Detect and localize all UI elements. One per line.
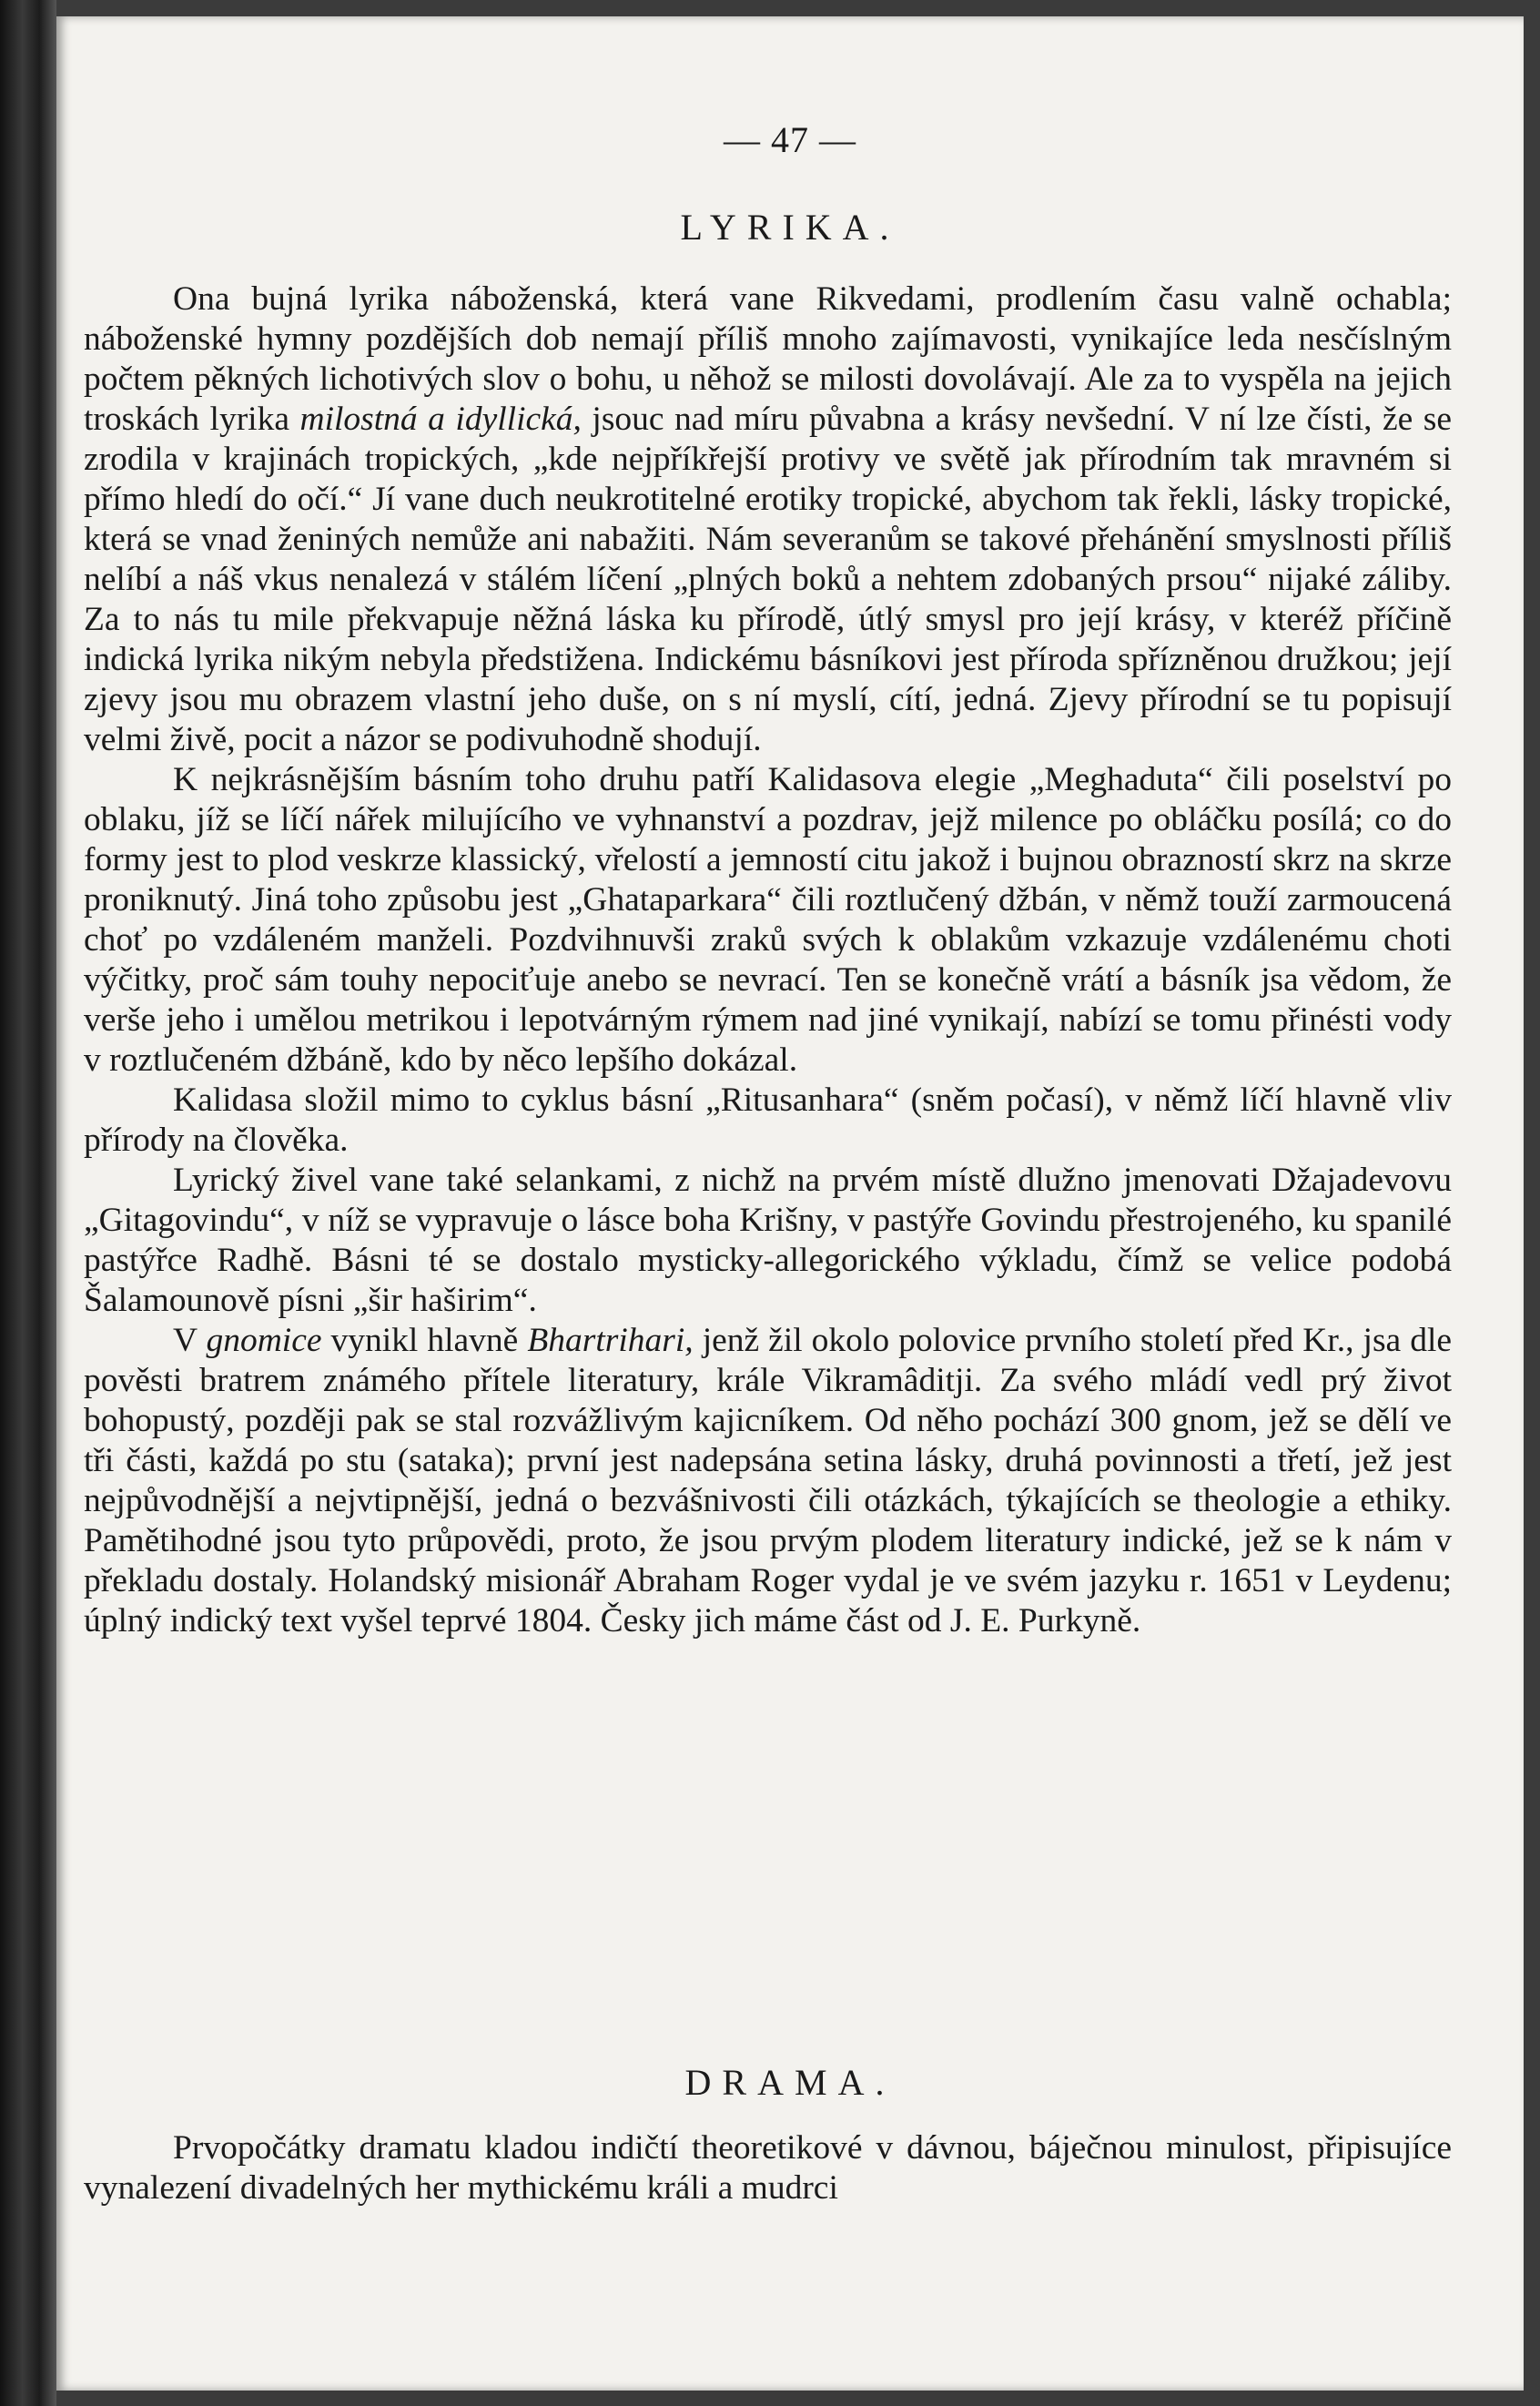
lyrika-paragraph <box>84 1081 1452 1161</box>
italic-text: gnomice <box>206 1322 322 1359</box>
lyrika-paragraph <box>84 1161 1452 1321</box>
drama-paragraph <box>84 2128 1452 2208</box>
lyrika-paragraph <box>84 760 1452 1081</box>
page-number: — 47 — <box>724 119 856 160</box>
lyrika-paragraph <box>84 1321 1452 1641</box>
text-run: jsouc nad míru půvabna a krásy nevšední. V ní lze čísti, že se zrodila v krajinách tropických, „kde nejpříkřejší protivy ve světě jak přírodním tak mravném si přímo hledí do očí.“ Jí vane duch neukrotitelné erotiky tropické, abychom tak řekli, lásky tropické, která se vnad ženiných nemůže ani nabažiti. Nám severanům se takové přehánění smyslnosti příliš nelíbí a náš vkus nenalezá v stálém líčení „plných boků a nehtem zdobaných prsou“ nijaké záliby. Za to nás tu mile překvapuje něžná láska ku přírodě, útlý smysl pro její krásy, v kteréž příčině indická lyrika nikým nebyla předstižena. Indickému básníkovi jest příroda spřízněnou družkou; její zjevy jsou mu obrazem vlastní jeho duše, on s ní myslí, cítí, jedná. Zjevy přírodní se tu popisují velmi živě, pocit a názor se podivuhodně shodují. <box>84 401 1452 758</box>
drama-body <box>84 2128 1452 2208</box>
text-run: K nejkrásnějším básním toho druhu patří Kalidasova elegie „Meghaduta“ čili poselství po oblaku, jíž se líčí nářek milujícího ve vyhnanství a pozdrav, jejž milence po obláčku posílá; co do formy jest to plod veskrze klassický, vřelostí a jemností citu jakož i bujnou obrazností skrz na skrze proniknutý. Jiná toho způsobu jest „Ghataparkara“ čili roztlučený džbán, v němž touží zarmoucená choť po vzdáleném manželi. Pozdvihnuvši zraků svých k oblakům vzkazuje vzdálenému choti výčitky, proč sám touhy nepociťuje anebo se nevrací. Ten se konečně vrátí a básník jsa vědom, že verše jeho i umělou metrikou i lepotvárným rýmem nad jiné vynikají, nabízí se tomu přinésti vody v roztlučeném džbáně, kdo by něco lepšího dokázal. <box>84 761 1452 1079</box>
text-run: Lyrický živel vane také selankami, z nichž na prvém místě dlužno jmenovati Džajadevovu „Gitagovindu“, v níž se vypravuje o lásce boha Krišny, v pastýře Govindu přestrojeného, ku spanilé pastýřce Radhě. Básni té se dostalo mysticky-allegorického výkladu, čímž se velice podobá Šalamounově písni „šir haširim“. <box>84 1162 1452 1319</box>
text-run: vynikl hlavně <box>321 1322 528 1359</box>
italic-text: milostná a idyllická, <box>299 401 582 438</box>
text-run: jenž žil okolo polovice prvního století před Kr., jsa dle pověsti bratrem známého přítele literatury, krále Vikramâditji. Za svého mládí vedl prý život bohopustý, později pak se stal rozvážlivým kajicníkem. Od něho pochází 300 gnom, jež se dělí ve tři části, každá po stu (sataka); první jest nadepsána setina lásky, druhá povinnosti a třetí, jež jest nejpůvodnější a nejvtipnější, jedná o bezvášnivosti čili otázkách, týkajících se theologie a ethiky. Pamětihodné jsou tyto průpovědi, proto, že jsou prvým plodem literatury indické, jež se k nám v překladu dostaly. Holandský misionář Abraham Roger vydal je ve svém jazyku r. 1651 v Leydenu; úplný indický text vyšel teprvé 1804. Česky jich máme část od J. E. Purkyně. <box>84 1322 1453 1640</box>
text-run: Prvopočátky dramatu kladou indičtí theoretikové v dávnou, báječnou minulost, připisujíce vynalezení divadelných her mythickému králi a mudrci <box>84 2129 1452 2207</box>
lyrika-paragraph <box>84 279 1452 760</box>
book-spine <box>0 0 56 2406</box>
text-run: Kalidasa složil mimo to cyklus básní „Ritusanhara“ (sněm počasí), v němž líčí hlavně vliv přírody na člověka. <box>84 1081 1452 1159</box>
text-run: V <box>173 1322 207 1359</box>
text-run: Ona bujná lyrika náboženská, která vane Rikvedami, prodlením času valně ochabla; náboženské hymny pozdějších dob nemají příliš mnoho zajímavosti, vynikajíce leda nesčíslným počtem pěkných lichotivých slov o bohu, u něhož se milosti dovolávají. Ale za to vyspěla na jejich troskách lyrika <box>84 280 1452 438</box>
lyrika-body <box>84 279 1452 1641</box>
section-heading-lyrika: LYRIKA. <box>680 207 900 248</box>
italic-text: Bhartrihari, <box>527 1322 694 1359</box>
page-leaf <box>56 16 1524 2391</box>
section-heading-drama: DRAMA. <box>684 2062 896 2103</box>
